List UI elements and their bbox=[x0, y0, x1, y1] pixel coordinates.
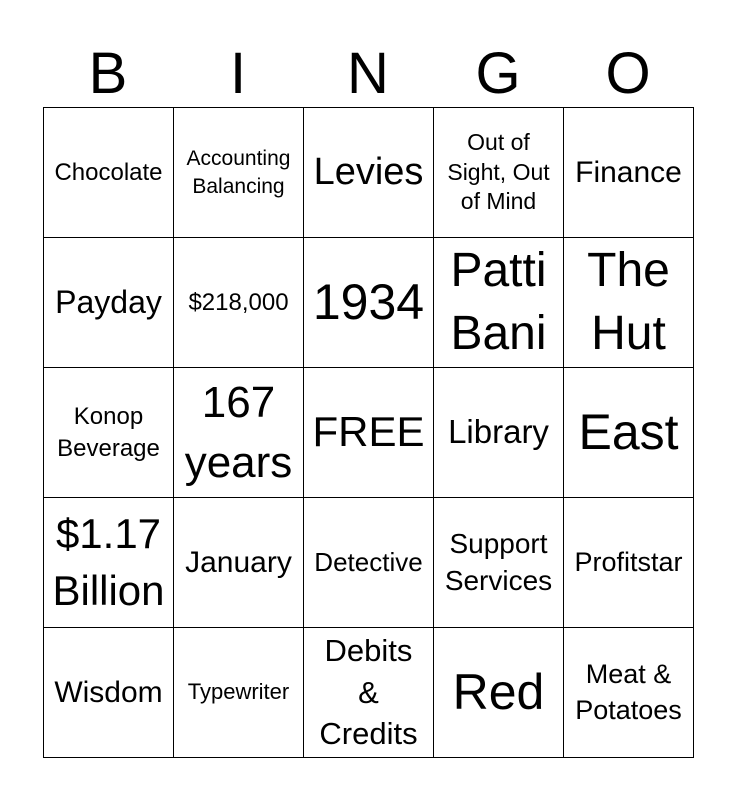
bingo-cell[interactable]: January bbox=[174, 498, 304, 628]
bingo-cell[interactable]: Typewriter bbox=[174, 628, 304, 758]
bingo-cell[interactable]: The Hut bbox=[564, 238, 694, 368]
free-space[interactable]: FREE bbox=[304, 368, 434, 498]
bingo-header bbox=[43, 42, 693, 106]
bingo-cell[interactable]: Payday bbox=[44, 238, 174, 368]
bingo-cell[interactable]: 167 years bbox=[174, 368, 304, 498]
header-letter-i: I bbox=[229, 41, 247, 106]
header-letter-b: B bbox=[88, 41, 128, 106]
header-letter-o: O bbox=[605, 41, 651, 106]
bingo-cell[interactable]: Library bbox=[434, 368, 564, 498]
bingo-cell[interactable]: Red bbox=[434, 628, 564, 758]
bingo-cell[interactable]: Chocolate bbox=[44, 108, 174, 238]
bingo-cell[interactable]: East bbox=[564, 368, 694, 498]
bingo-cell[interactable]: Profitstar bbox=[564, 498, 694, 628]
bingo-cell[interactable]: $218,000 bbox=[174, 238, 304, 368]
bingo-cell[interactable]: 1934 bbox=[304, 238, 434, 368]
bingo-cell[interactable]: Out of Sight, Out of Mind bbox=[434, 108, 564, 238]
bingo-cell[interactable]: Levies bbox=[304, 108, 434, 238]
header-letter-g: G bbox=[475, 41, 521, 106]
header-letter-n: N bbox=[347, 41, 389, 106]
bingo-cell[interactable]: Debits & Credits bbox=[304, 628, 434, 758]
bingo-cell[interactable]: Konop Beverage bbox=[44, 368, 174, 498]
bingo-cell[interactable]: Finance bbox=[564, 108, 694, 238]
bingo-cell[interactable]: $1.17 Billion bbox=[44, 498, 174, 628]
bingo-cell[interactable]: Wisdom bbox=[44, 628, 174, 758]
bingo-cell[interactable]: Meat & Potatoes bbox=[564, 628, 694, 758]
bingo-cell[interactable]: Accounting Balancing bbox=[174, 108, 304, 238]
bingo-cell[interactable]: Support Services bbox=[434, 498, 564, 628]
bingo-cell[interactable]: Detective bbox=[304, 498, 434, 628]
bingo-board bbox=[43, 107, 694, 758]
bingo-cell[interactable]: Patti Bani bbox=[434, 238, 564, 368]
